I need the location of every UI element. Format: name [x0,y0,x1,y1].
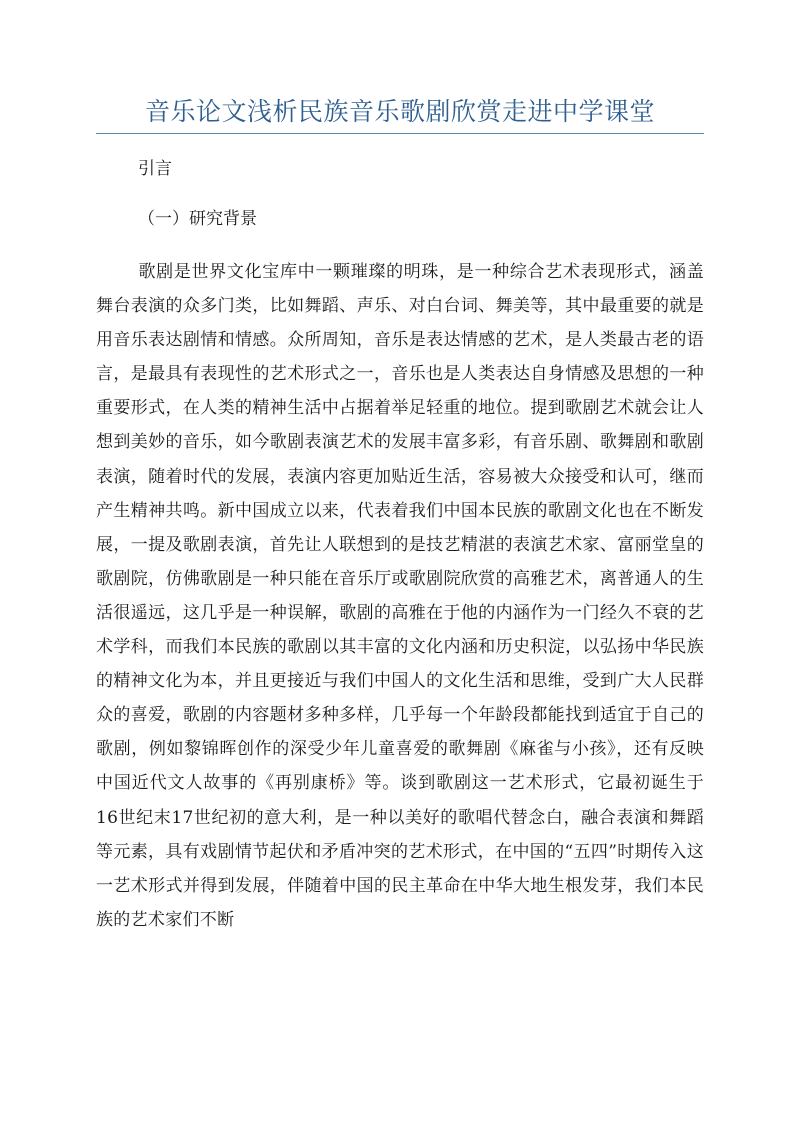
title-underline [96,133,704,134]
section-heading-intro: 引言 [138,159,172,179]
document-title: 音乐论文浅析民族音乐歌剧欣赏走进中学课堂 [144,97,655,126]
subsection-heading-background: （一）研究背景 [138,209,257,229]
body-paragraph: 歌剧是世界文化宝库中一颗璀璨的明珠，是一种综合艺术表现形式，涵盖舞台表演的众多门类，比如舞蹈、声乐、对白台词、舞美等，其中最重要的就是用音乐表达剧情和情感。众所周知，音乐是表达情感的艺术，是人类最古老的语言，是最具有表现性的艺术形式之一，音乐也是人类表达自身情感及思想的一种重要形式，在人类的精神生活中占据着举足轻重的地位。提到歌剧艺术就会让人想到美妙的音乐，如今歌剧表演艺术的发展丰富多彩，有音乐剧、歌舞剧和歌剧表演，随着时代的发展，表演内容更加贴近生活，容易被大众接受和认可，继而产生精神共鸣。新中国成立以来，代表着我们中国本民族的歌剧文化也在不断发展，一提及歌剧表演，首先让人联想到的是技艺精湛的表演艺术家、富丽堂皇的歌剧院，仿佛歌剧是一种只能在音乐厅或歌剧院欣赏的高雅艺术，离普通人的生活很遥远，这几乎是一种误解，歌剧的高雅在于他的内涵作为一门经久不衰的艺术学科，而我们本民族的歌剧以其丰富的文化内涵和历史积淀，以弘扬中华民族的精神文化为本，并且更接近与我们中国人的文化生活和思维，受到广大人民群众的喜爱，歌剧的内容题材多种多样，几乎每一个年龄段都能找到适宜于自己的歌剧，例如黎锦晖创作的深受少年儿童喜爱的歌舞剧《麻雀与小孩》，还有反映中国近代文人故事的《再别康桥》等。谈到歌剧这一艺术形式，它最初诞生于16世纪末17世纪初的意大利，是一种以美好的歌唱代替念白，融合表演和舞蹈等元素，具有戏剧情节起伏和矛盾冲突的艺术形式，在中国的“五四”时期传入这一艺术形式并得到发展，伴随着中国的民主革命在中华大地生根发芽，我们本民族的艺术家们不断 [96,262,704,930]
